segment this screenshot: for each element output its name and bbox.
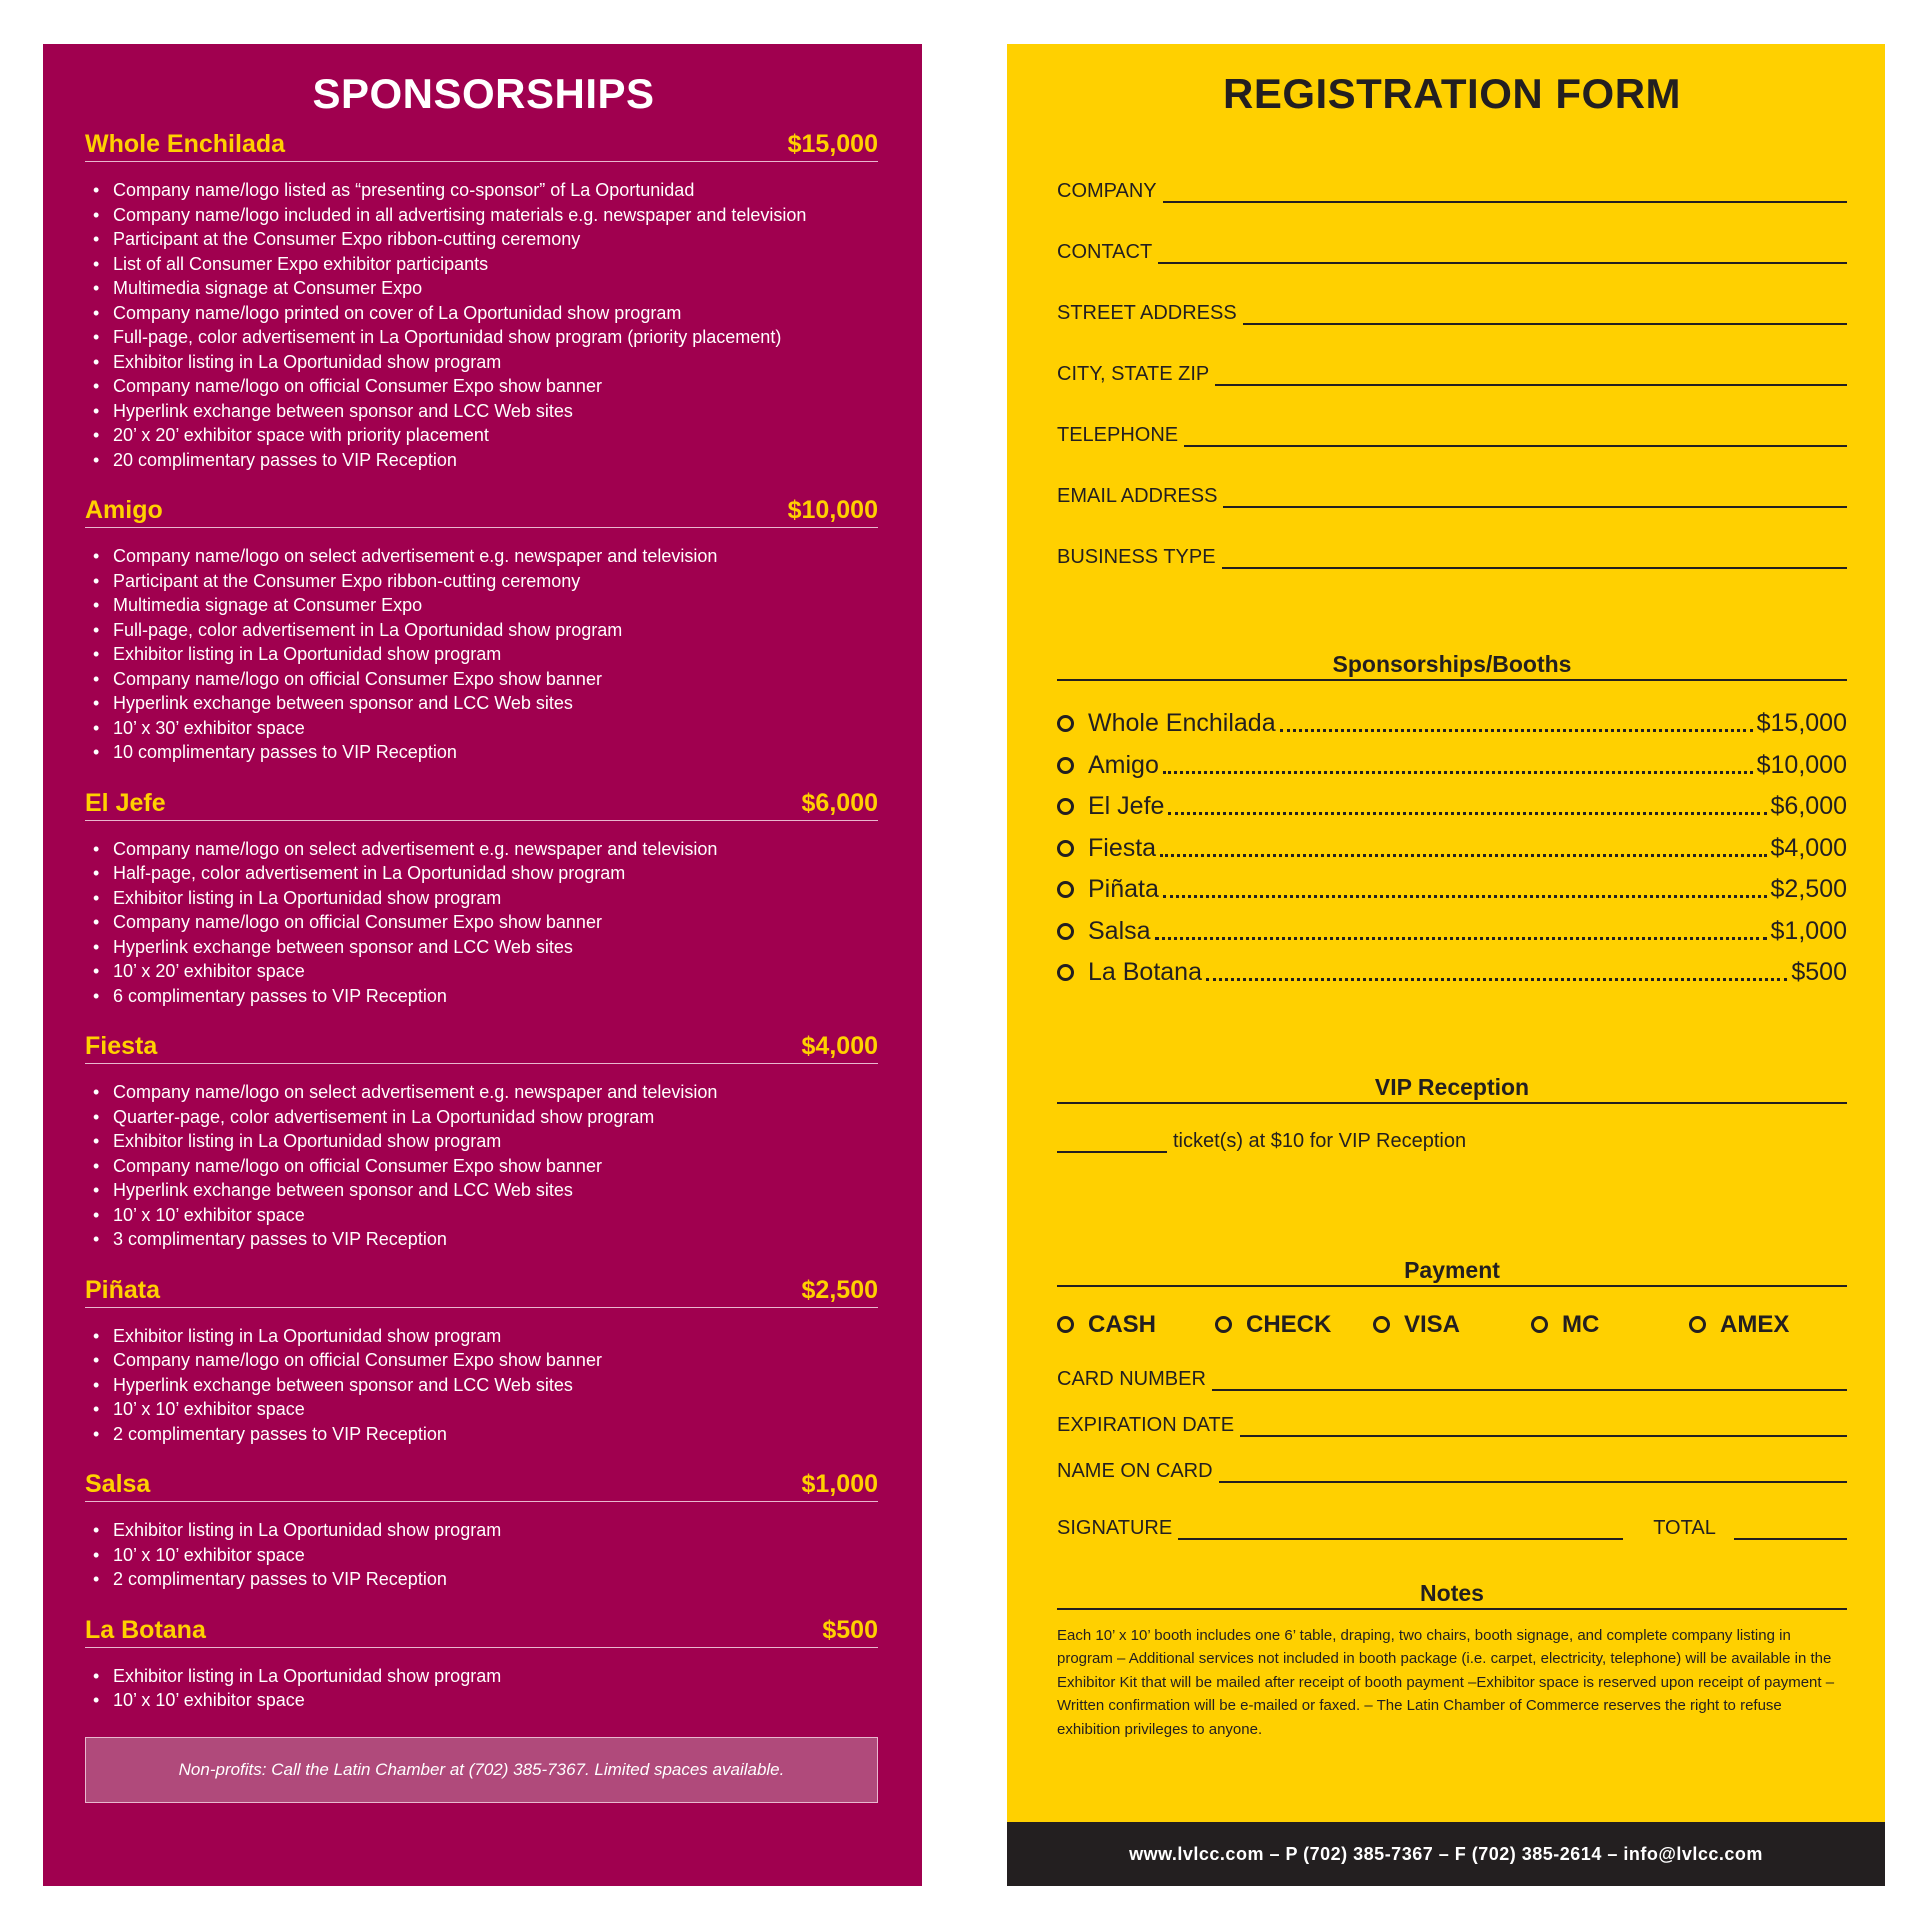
tier-price: $6,000 <box>801 788 878 817</box>
payment-method[interactable] <box>1689 1311 1847 1339</box>
dot-leader <box>1163 757 1753 774</box>
benefit-item: • Company name/logo on official Consumer Expo show banner <box>113 1348 882 1373</box>
card-field-row <box>1057 1345 1847 1391</box>
vip-ticket-count-field[interactable] <box>1057 1131 1167 1153</box>
signature-row <box>1057 1483 1847 1540</box>
benefit-item: • Company name/logo on select advertisement e.g. newspaper and television <box>113 837 882 862</box>
field-input-line[interactable] <box>1163 179 1847 203</box>
dot-leader <box>1280 715 1753 732</box>
card-fields <box>1057 1345 1847 1483</box>
tier-name: Whole Enchilada <box>85 130 286 158</box>
tier-header <box>85 130 878 162</box>
tier-price: $10,000 <box>787 496 878 524</box>
tier-name: Amigo <box>85 496 163 524</box>
form-field-row <box>1057 142 1847 203</box>
notes-heading: Notes <box>1057 1580 1847 1610</box>
benefit-item: • 2 complimentary passes to VIP Reception <box>113 1422 882 1447</box>
sponsorship-tier <box>85 789 882 1009</box>
payment-heading: Payment <box>1057 1257 1847 1287</box>
benefit-item: • Company name/logo on official Consumer Expo show banner <box>113 374 882 399</box>
option-price: $10,000 <box>1756 750 1847 779</box>
sponsorship-options <box>1057 703 1847 994</box>
option-name: Salsa <box>1088 916 1151 945</box>
benefit-item: • Quarter-page, color advertisement in La Oportunidad show program <box>113 1105 882 1130</box>
card-field-row <box>1057 1391 1847 1437</box>
nonprofit-note: Non-profits: Call the Latin Chamber at (702) 385-7367. Limited spaces available. <box>85 1737 878 1803</box>
benefit-item: • Hyperlink exchange between sponsor and LCC Web sites <box>113 935 882 960</box>
benefit-item: • Participant at the Consumer Expo ribbon-cutting ceremony <box>113 227 882 252</box>
field-label: TELEPHONE <box>1057 424 1179 446</box>
card-field-label: EXPIRATION DATE <box>1057 1413 1235 1436</box>
notes-text: Each 10’ x 10’ booth includes one 6’ table, draping, two chairs, booth signage, and complete company listing in program – Additional services not included in booth package (i.e. carpet, electricity, telephone) will be available in the Exhibitor Kit that will be mailed after receipt of booth payment –Exhibitor space is reserved upon receipt of payment – Written confirmation will be e-mailed or faxed. – The Latin Chamber of Commerce reserves the right to refuse exhibition privileges to anyone. <box>1057 1626 1835 1738</box>
form-field-row <box>1057 447 1847 508</box>
field-input-line[interactable] <box>1223 484 1847 508</box>
benefit-item: • Hyperlink exchange between sponsor and LCC Web sites <box>113 691 882 716</box>
card-field-row <box>1057 1437 1847 1483</box>
sponsorships-title: SPONSORSHIPS <box>312 70 655 117</box>
sponsorship-option <box>1057 828 1847 870</box>
tier-name: Fiesta <box>85 1032 158 1060</box>
benefit-item: • Hyperlink exchange between sponsor and LCC Web sites <box>113 1373 882 1398</box>
sponsorship-tier <box>85 1032 882 1252</box>
option-name: El Jefe <box>1088 792 1165 821</box>
card-field-label: NAME ON CARD <box>1057 1459 1213 1482</box>
payment-methods <box>1057 1305 1847 1345</box>
radio-circle-icon[interactable] <box>1057 1316 1074 1333</box>
option-name: Amigo <box>1088 750 1159 779</box>
benefit-item: • Exhibitor listing in La Oportunidad show program <box>113 886 882 911</box>
sponsorships-booths-heading: Sponsorships/Booths <box>1057 651 1847 681</box>
payment-method-label: MC <box>1562 1310 1600 1338</box>
radio-circle-icon[interactable] <box>1057 840 1074 857</box>
contact-footer: www.lvlcc.com – P (702) 385-7367 – F (702) 385-2614 – info@lvlcc.com <box>1007 1822 1885 1886</box>
benefit-item: • 3 complimentary passes to VIP Reception <box>113 1227 882 1252</box>
benefit-item: • Exhibitor listing in La Oportunidad show program <box>113 1664 882 1689</box>
sponsorship-option <box>1057 703 1847 745</box>
radio-circle-icon[interactable] <box>1689 1316 1706 1333</box>
payment-method-label: CHECK <box>1246 1310 1332 1338</box>
payment-method[interactable] <box>1373 1311 1531 1339</box>
benefit-item: • 10’ x 10’ exhibitor space <box>113 1688 882 1713</box>
form-field-row <box>1057 264 1847 325</box>
tier-name: Piñata <box>85 1275 161 1304</box>
benefit-item: • Participant at the Consumer Expo ribbon-cutting ceremony <box>113 569 882 594</box>
field-input-line[interactable] <box>1184 423 1847 447</box>
option-name: Fiesta <box>1088 833 1157 862</box>
radio-circle-icon[interactable] <box>1057 757 1074 774</box>
tier-price: $2,500 <box>801 1275 878 1304</box>
benefit-item: • Exhibitor listing in La Oportunidad show program <box>113 1324 882 1349</box>
card-field-label: CARD NUMBER <box>1057 1367 1206 1390</box>
field-input-line[interactable] <box>1158 240 1847 264</box>
sponsorship-tier <box>85 1276 882 1447</box>
benefit-item: • Company name/logo on select advertisement e.g. newspaper and television <box>113 544 882 569</box>
option-price: $1,000 <box>1770 916 1847 945</box>
tier-benefits <box>85 1518 882 1592</box>
benefit-item: • 20 complimentary passes to VIP Reception <box>113 448 882 473</box>
dot-leader <box>1206 964 1787 981</box>
sponsorship-tier <box>85 130 882 472</box>
benefit-item: • Company name/logo on official Consumer Expo show banner <box>113 910 882 935</box>
sponsorship-option <box>1057 786 1847 828</box>
signature-field[interactable] <box>1178 1516 1623 1540</box>
benefit-item: • Exhibitor listing in La Oportunidad show program <box>113 1129 882 1154</box>
tier-benefits <box>85 1664 882 1713</box>
benefit-item: • 20’ x 20’ exhibitor space with priority placement <box>113 423 882 448</box>
option-name: Piñata <box>1088 875 1159 904</box>
tier-benefits <box>85 1324 882 1447</box>
payment-method-label: AMEX <box>1720 1310 1790 1338</box>
option-name: Whole Enchilada <box>1088 709 1276 738</box>
dot-leader <box>1168 798 1766 815</box>
tier-name: La Botana <box>85 1615 206 1644</box>
card-field-input-line[interactable] <box>1240 1413 1847 1437</box>
radio-circle-icon[interactable] <box>1057 881 1074 898</box>
tier-header <box>85 789 878 821</box>
radio-circle-icon[interactable] <box>1373 1316 1390 1333</box>
tier-header <box>85 1032 878 1064</box>
form-field-row <box>1057 325 1847 386</box>
tier-benefits <box>85 178 882 472</box>
tier-benefits <box>85 837 882 1009</box>
field-label: CONTACT <box>1057 241 1153 263</box>
total-field[interactable] <box>1734 1516 1847 1540</box>
benefit-item: • Exhibitor listing in La Oportunidad show program <box>113 642 882 667</box>
radio-circle-icon[interactable] <box>1215 1316 1232 1333</box>
tier-benefits <box>85 1080 882 1252</box>
dot-leader <box>1155 923 1767 940</box>
field-input-line[interactable] <box>1243 301 1847 325</box>
sponsorship-option <box>1057 911 1847 953</box>
tier-price: $15,000 <box>787 130 878 158</box>
benefit-item: • Full-page, color advertisement in La Oportunidad show program (priority placement) <box>113 325 882 350</box>
card-field-input-line[interactable] <box>1212 1367 1847 1391</box>
benefit-item: • List of all Consumer Expo exhibitor participants <box>113 252 882 277</box>
benefit-item: • Company name/logo on official Consumer Expo show banner <box>113 667 882 692</box>
benefit-item: • Multimedia signage at Consumer Expo <box>113 276 882 301</box>
benefit-item: • Hyperlink exchange between sponsor and LCC Web sites <box>113 399 882 424</box>
tier-header <box>85 1276 878 1308</box>
vip-ticket-text: ticket(s) at $10 for VIP Reception <box>1173 1129 1467 1152</box>
option-price: $6,000 <box>1770 792 1847 821</box>
tier-list <box>85 130 882 1713</box>
benefit-item: • 10’ x 30’ exhibitor space <box>113 716 882 741</box>
radio-circle-icon[interactable] <box>1531 1316 1548 1333</box>
benefit-item: • Multimedia signage at Consumer Expo <box>113 593 882 618</box>
benefit-item: • 6 complimentary passes to VIP Reception <box>113 984 882 1009</box>
payment-method[interactable] <box>1057 1311 1215 1339</box>
tier-benefits <box>85 544 882 765</box>
radio-circle-icon[interactable] <box>1057 715 1074 732</box>
sponsorship-tier <box>85 496 882 765</box>
benefit-item: • Company name/logo printed on cover of La Oportunidad show program <box>113 301 882 326</box>
total-label: TOTAL <box>1653 1516 1716 1539</box>
payment-method-label: VISA <box>1404 1310 1461 1338</box>
tier-price: $4,000 <box>801 1032 878 1060</box>
tier-name: El Jefe <box>85 788 166 817</box>
tier-price: $1,000 <box>801 1470 878 1498</box>
option-price: $4,000 <box>1770 833 1847 862</box>
option-price: $500 <box>1791 958 1847 987</box>
payment-method-label: CASH <box>1088 1310 1157 1338</box>
benefit-item: • 10’ x 20’ exhibitor space <box>113 959 882 984</box>
option-price: $2,500 <box>1770 875 1847 904</box>
form-field-row <box>1057 386 1847 447</box>
sponsorship-option <box>1057 745 1847 787</box>
sponsorship-option <box>1057 869 1847 911</box>
field-label: COMPANY <box>1057 180 1157 202</box>
registration-title: REGISTRATION FORM <box>1222 70 1682 117</box>
benefit-item: • 2 complimentary passes to VIP Reception <box>113 1567 882 1592</box>
field-input-line[interactable] <box>1215 362 1847 386</box>
benefit-item: • Company name/logo listed as “presenting co-sponsor” of La Oportunidad <box>113 178 882 203</box>
benefit-item: • Exhibitor listing in La Oportunidad show program <box>113 350 882 375</box>
payment-method[interactable] <box>1215 1311 1373 1339</box>
sponsorship-option <box>1057 952 1847 994</box>
radio-circle-icon[interactable] <box>1057 964 1074 981</box>
card-field-input-line[interactable] <box>1219 1459 1847 1483</box>
radio-circle-icon[interactable] <box>1057 923 1074 940</box>
benefit-item: • Full-page, color advertisement in La Oportunidad show program <box>113 618 882 643</box>
benefit-item: • 10’ x 10’ exhibitor space <box>113 1543 882 1568</box>
payment-method[interactable] <box>1531 1311 1689 1339</box>
sponsorship-tier <box>85 1470 882 1592</box>
benefit-item: • 10’ x 10’ exhibitor space <box>113 1203 882 1228</box>
registration-panel <box>1007 44 1885 1886</box>
form-field-row <box>1057 203 1847 264</box>
benefit-item: • 10’ x 10’ exhibitor space <box>113 1397 882 1422</box>
benefit-item: • 10 complimentary passes to VIP Reception <box>113 740 882 765</box>
field-label: STREET ADDRESS <box>1057 302 1237 324</box>
benefit-item: • Company name/logo on official Consumer Expo show banner <box>113 1154 882 1179</box>
field-label: CITY, STATE ZIP <box>1057 363 1210 385</box>
benefit-item: • Hyperlink exchange between sponsor and LCC Web sites <box>113 1178 882 1203</box>
dot-leader <box>1160 840 1766 857</box>
sponsorship-tier <box>85 1616 882 1713</box>
field-input-line[interactable] <box>1222 545 1847 569</box>
benefit-item: • Half-page, color advertisement in La Oportunidad show program <box>113 861 882 886</box>
dot-leader <box>1163 881 1767 898</box>
tier-header <box>85 496 878 528</box>
field-label: BUSINESS TYPE <box>1057 546 1216 568</box>
benefit-item: • Company name/logo included in all advertising materials e.g. newspaper and television <box>113 203 882 228</box>
vip-reception-heading: VIP Reception <box>1057 1074 1847 1104</box>
contact-fields <box>1057 142 1847 569</box>
radio-circle-icon[interactable] <box>1057 798 1074 815</box>
tier-header <box>85 1470 878 1502</box>
tier-name: Salsa <box>85 1470 151 1498</box>
form-field-row <box>1057 508 1847 569</box>
option-price: $15,000 <box>1756 709 1847 738</box>
sponsorships-panel <box>43 44 922 1886</box>
field-label: EMAIL ADDRESS <box>1057 485 1218 507</box>
benefit-item: • Exhibitor listing in La Oportunidad show program <box>113 1518 882 1543</box>
vip-ticket-row <box>1057 1130 1847 1153</box>
tier-header <box>85 1616 878 1648</box>
benefit-item: • Company name/logo on select advertisement e.g. newspaper and television <box>113 1080 882 1105</box>
tier-price: $500 <box>822 1615 878 1644</box>
signature-label: SIGNATURE <box>1057 1516 1173 1539</box>
option-name: La Botana <box>1088 958 1202 987</box>
